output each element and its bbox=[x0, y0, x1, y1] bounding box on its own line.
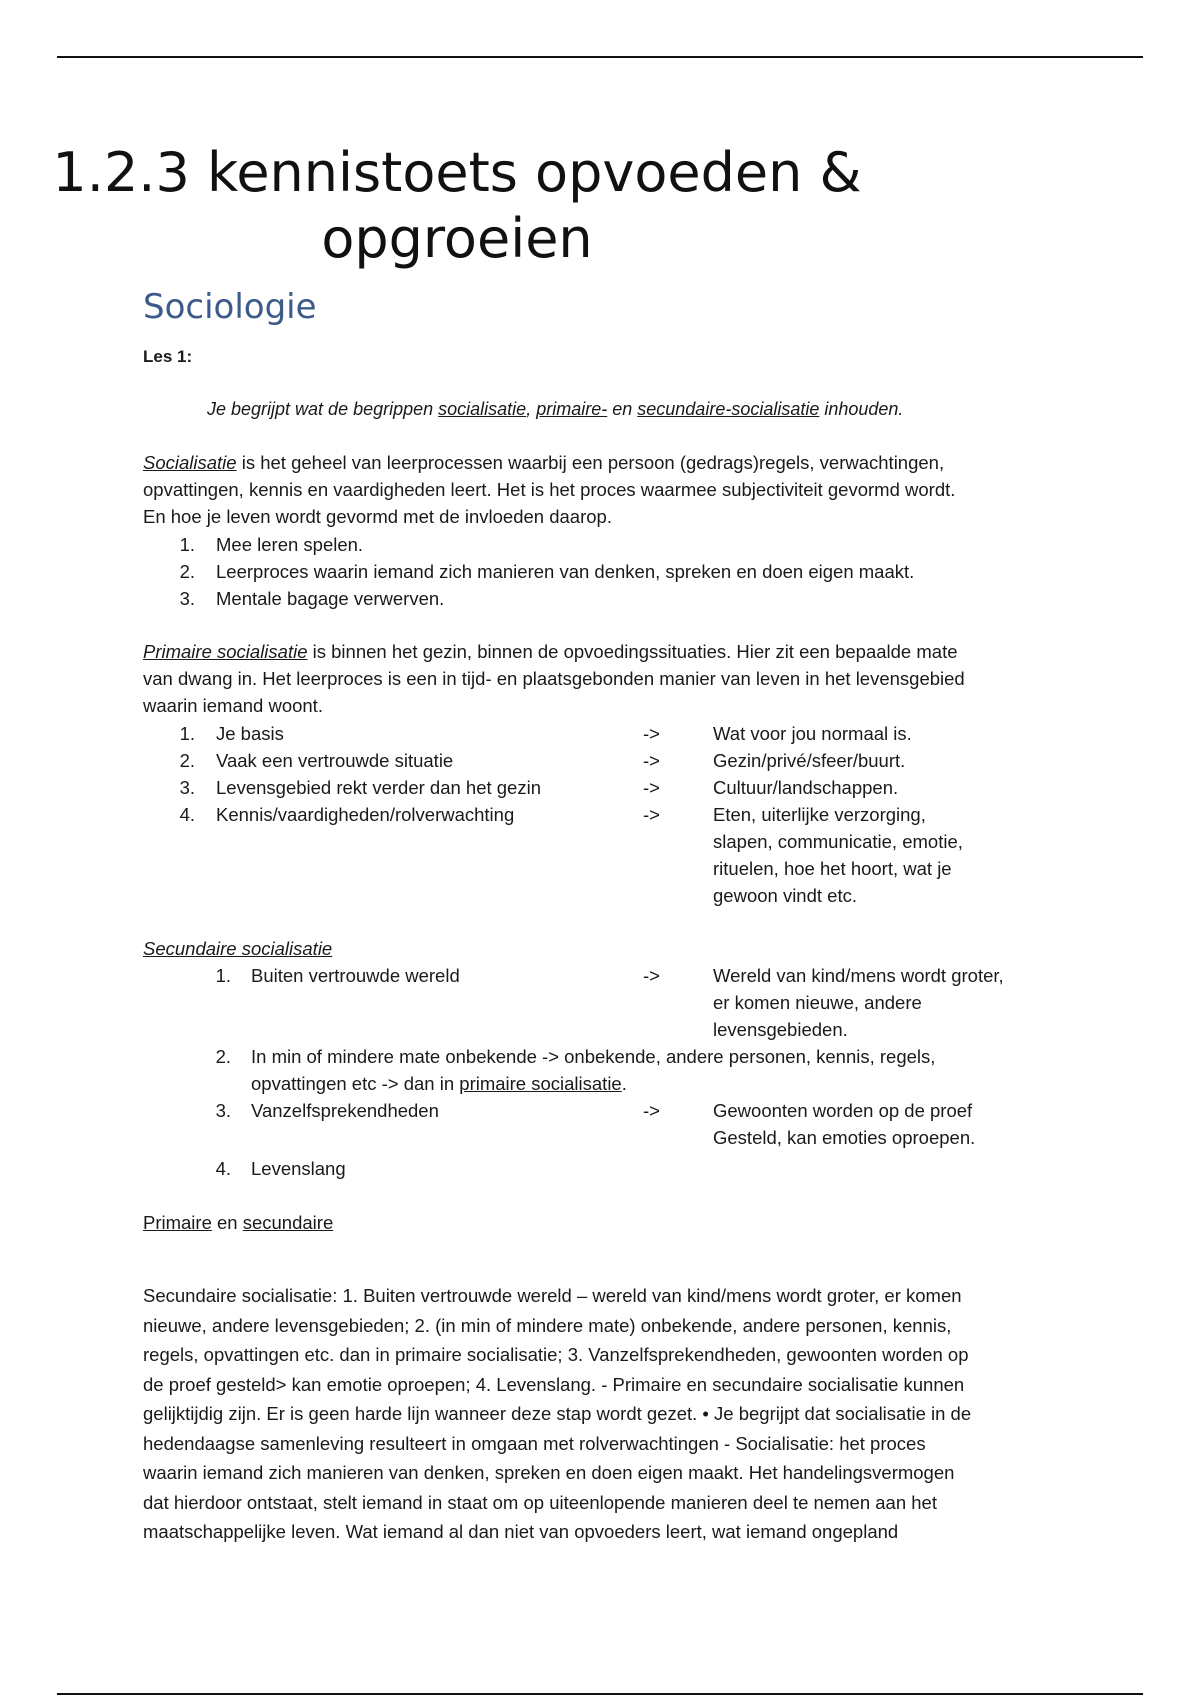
list-number: 4. bbox=[179, 804, 195, 825]
term-secundaire: secundaire bbox=[242, 1212, 334, 1233]
term-primaire-socialisatie-ref: primaire socialisatie bbox=[459, 1073, 622, 1094]
goal-term: socialisatie bbox=[438, 399, 527, 419]
term-socialisatie: Socialisatie bbox=[143, 452, 237, 473]
list-item-line: . bbox=[621, 1073, 627, 1094]
paragraph-text: waarin iemand woont. bbox=[143, 695, 323, 716]
goal-text: , bbox=[526, 399, 537, 419]
term-secundaire-socialisatie: Secundaire socialisatie bbox=[143, 938, 333, 959]
lesson-label: Les 1: bbox=[143, 347, 193, 366]
list-number: 1. bbox=[179, 723, 195, 744]
list-item bbox=[251, 1043, 1051, 1097]
paragraph-line: maatschappelijke leven. Wat iemand al dan niet van opvoeders leert, wat iemand ongepland bbox=[143, 1521, 899, 1542]
learning-goal bbox=[207, 396, 903, 423]
arrow: -> bbox=[643, 804, 660, 825]
goal-term: primaire- bbox=[536, 399, 608, 419]
list-item: Kennis/vaardigheden/rolverwachting bbox=[216, 804, 515, 825]
list-number: 3. bbox=[179, 588, 195, 609]
paragraph-text: opvattingen, kennis en vaardigheden leert. Het is het proces waarmee subjectiviteit gevormd wordt. bbox=[143, 479, 956, 500]
list-result: Gezin/privé/sfeer/buurt. bbox=[713, 750, 906, 771]
arrow: -> bbox=[643, 777, 660, 798]
list-item-line: opvattingen etc -> dan in bbox=[251, 1073, 460, 1094]
list-result: Cultuur/landschappen. bbox=[713, 777, 899, 798]
list-number: 2. bbox=[179, 561, 195, 582]
footer-rule bbox=[57, 1693, 1143, 1695]
title-line-2: opgroeien bbox=[321, 207, 593, 270]
list-number: 3. bbox=[179, 777, 195, 798]
list-number: 1. bbox=[215, 965, 231, 986]
result-line: Wereld van kind/mens wordt groter, bbox=[713, 965, 1004, 986]
paragraph-line: waarin iemand zich manieren van denken, spreken en doen eigen maakt. Het handelingsvermogen bbox=[143, 1462, 955, 1483]
list-item: Vanzelfsprekendheden bbox=[251, 1100, 439, 1121]
result-line: Eten, uiterlijke verzorging, bbox=[713, 804, 926, 825]
result-line: Gesteld, kan emoties oproepen. bbox=[713, 1127, 976, 1148]
result-line: slapen, communicatie, emotie, bbox=[713, 831, 963, 852]
list-number: 2. bbox=[215, 1046, 231, 1067]
arrow: -> bbox=[643, 723, 660, 744]
list-result bbox=[713, 1097, 1063, 1151]
list-item: Mee leren spelen. bbox=[216, 534, 364, 555]
paragraph-text: en bbox=[211, 1212, 243, 1233]
arrow: -> bbox=[643, 750, 660, 771]
list-item: Je basis bbox=[216, 723, 284, 744]
list-item: Buiten vertrouwde wereld bbox=[251, 965, 460, 986]
paragraph-text: van dwang in. Het leerproces is een in tijd- en plaatsgebonden manier van leven in het levensgebied bbox=[143, 668, 965, 689]
primaire-paragraph bbox=[143, 638, 1063, 719]
result-line: gewoon vindt etc. bbox=[713, 885, 857, 906]
paragraph-line: gelijktijdig zijn. Er is geen harde lijn wanneer deze stap wordt gezet. • Je begrijpt dat socialisatie in de bbox=[143, 1403, 972, 1424]
primaire-en-secundaire bbox=[143, 1209, 333, 1236]
goal-text: inhouden. bbox=[819, 399, 904, 419]
arrow: -> bbox=[643, 1100, 660, 1121]
document-title bbox=[0, 140, 1057, 272]
paragraph-line: Secundaire socialisatie: 1. Buiten vertrouwde wereld – wereld van kind/mens wordt groter, er komen bbox=[143, 1285, 962, 1306]
arrow: -> bbox=[643, 965, 660, 986]
section-heading: Sociologie bbox=[143, 287, 317, 327]
paragraph-line: regels, opvattingen etc. dan in primaire socialisatie; 3. Vanzelfsprekendheden, gewoonten worden op bbox=[143, 1344, 969, 1365]
header-rule bbox=[57, 56, 1143, 58]
term-primaire: Primaire bbox=[143, 1212, 212, 1233]
result-line: er komen nieuwe, andere bbox=[713, 992, 922, 1013]
socialisatie-paragraph bbox=[143, 449, 1063, 530]
summary-paragraph bbox=[143, 1281, 1063, 1547]
goal-term: secundaire-socialisatie bbox=[637, 399, 820, 419]
list-result bbox=[713, 801, 1063, 909]
goal-text: Je begrijpt wat de begrippen bbox=[207, 399, 439, 419]
list-result: Wat voor jou normaal is. bbox=[713, 723, 912, 744]
list-item-line: In min of mindere mate onbekende -> onbekende, andere personen, kennis, regels, bbox=[251, 1046, 936, 1067]
result-line: levensgebieden. bbox=[713, 1019, 848, 1040]
paragraph-line: nieuwe, andere levensgebieden; 2. (in min of mindere mate) onbekende, andere personen, kennis, bbox=[143, 1314, 952, 1336]
paragraph-line: hedendaagse samenleving resulteert in omgaan met rolverwachtingen - Socialisatie: het proces bbox=[143, 1432, 926, 1454]
list-item: Levenslang bbox=[251, 1158, 346, 1179]
list-number: 1. bbox=[179, 534, 195, 555]
paragraph-text: is het geheel van leerprocessen waarbij een persoon (gedrags)regels, verwachtingen, bbox=[236, 452, 945, 473]
result-line: rituelen, hoe het hoort, wat je bbox=[713, 858, 952, 879]
paragraph-line: dat hierdoor ontstaat, stelt iemand in staat om op uiteenlopende manieren deel te nemen aan het bbox=[143, 1491, 937, 1513]
list-item: Mentale bagage verwerven. bbox=[216, 588, 445, 609]
list-number: 2. bbox=[179, 750, 195, 771]
list-number: 4. bbox=[215, 1158, 231, 1179]
secundaire-heading bbox=[143, 935, 332, 962]
list-item: Leerproces waarin iemand zich manieren van denken, spreken en doen eigen maakt. bbox=[216, 561, 915, 582]
paragraph-text: En hoe je leven wordt gevormd met de invloeden daarop. bbox=[143, 506, 612, 527]
paragraph-line: de proef gesteld> kan emotie oproepen; 4. Levenslang. - Primaire en secundaire socialisatie kunnen bbox=[143, 1373, 965, 1395]
paragraph-text: is binnen het gezin, binnen de opvoedingssituaties. Hier zit een bepaalde mate bbox=[307, 641, 958, 662]
list-item: Vaak een vertrouwde situatie bbox=[216, 750, 454, 771]
list-item: Levensgebied rekt verder dan het gezin bbox=[216, 777, 541, 798]
goal-text: en bbox=[607, 399, 638, 419]
result-line: Gewoonten worden op de proef bbox=[713, 1100, 973, 1121]
list-number: 3. bbox=[215, 1100, 231, 1121]
term-primaire-socialisatie: Primaire socialisatie bbox=[143, 641, 308, 662]
list-result bbox=[713, 962, 1063, 1043]
title-line-1: 1.2.3 kennistoets opvoeden & bbox=[52, 141, 862, 204]
